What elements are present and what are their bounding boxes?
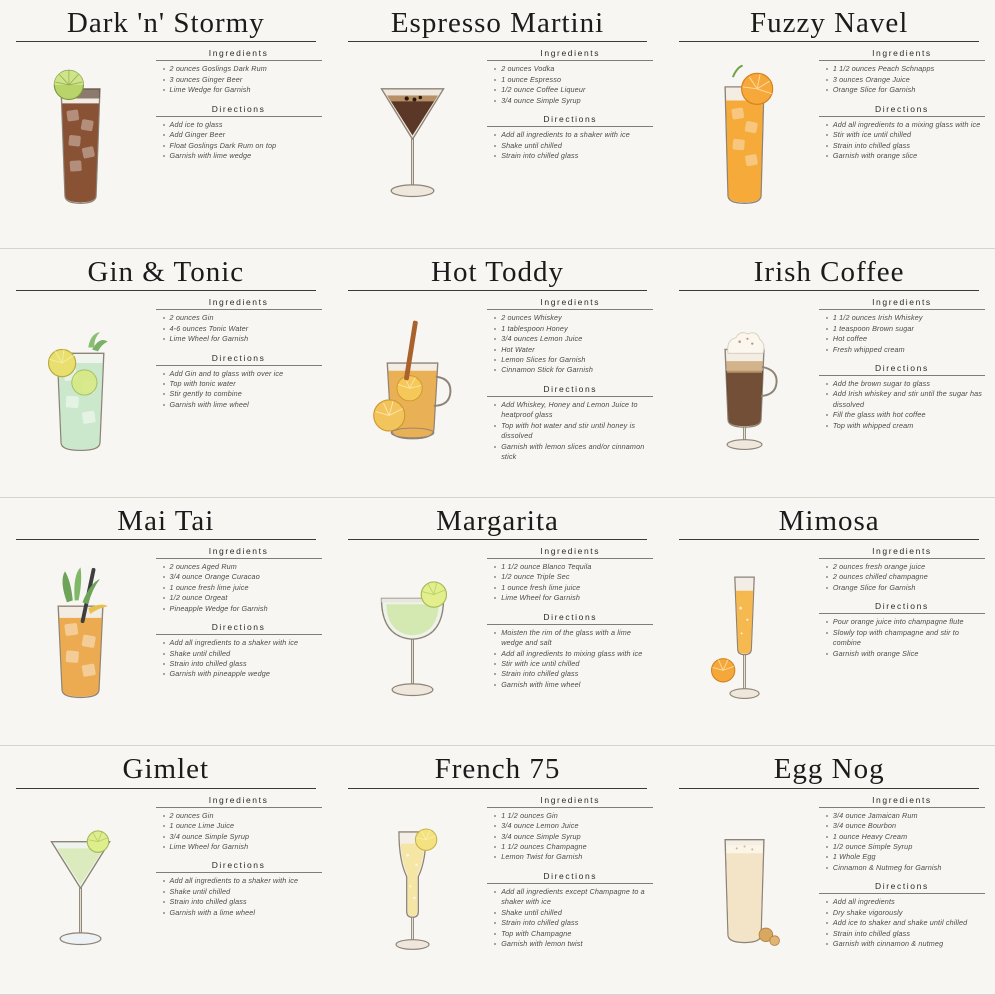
list-item: Garnish with orange slice (833, 151, 985, 161)
title-divider (679, 539, 979, 540)
directions-divider (487, 883, 653, 884)
directions-heading: Directions (875, 103, 929, 114)
list-item: 1 1/2 ounces Champagne (501, 842, 653, 852)
ingredients-heading: Ingredients (540, 48, 601, 59)
ingredient-list (819, 811, 985, 874)
ingredients-divider (156, 558, 322, 559)
ingredients-heading: Ingredients (540, 794, 601, 805)
directions-block (819, 363, 985, 431)
direction-list (156, 369, 322, 411)
ingredient-list (487, 562, 653, 604)
list-item: Garnish with orange Slice (833, 649, 985, 659)
list-item: Shake until chilled (170, 649, 322, 659)
direction-list (487, 400, 653, 463)
directions-divider (819, 613, 985, 614)
directions-block (156, 104, 322, 162)
title-divider (679, 788, 979, 789)
recipe-card (332, 746, 664, 995)
ingredients-divider (156, 807, 322, 808)
ingredients-block (156, 546, 322, 614)
card-body (673, 544, 985, 742)
list-item: Cinnamon & Nutmeg for Garnish (833, 863, 985, 873)
cocktail-illustration (10, 544, 152, 713)
cocktail-illustration (342, 544, 484, 713)
title-divider (348, 539, 648, 540)
list-item: Fill the glass with hot coffee (833, 410, 985, 420)
directions-heading: Directions (543, 383, 598, 394)
card-body (673, 295, 985, 493)
cocktail-illustration (342, 46, 484, 215)
direction-list (487, 887, 653, 950)
directions-divider (819, 375, 985, 376)
recipe-title: Espresso Martini (390, 7, 605, 39)
list-item: Add Gin and to glass with over ice (170, 369, 322, 379)
list-item: Strain into chilled glass (833, 929, 985, 939)
title-divider (16, 290, 316, 291)
list-item: Strain into chilled glass (833, 141, 985, 151)
recipe-card (332, 0, 664, 249)
list-item: 3/4 ounce Simple Syrup (501, 832, 653, 842)
ingredients-block (819, 546, 985, 593)
list-item: Moisten the rim of the glass with a lime wedge and salt (501, 628, 653, 649)
list-item: 1 tablespoon Honey (501, 324, 653, 334)
directions-block (156, 622, 322, 680)
ingredients-divider (487, 60, 653, 61)
list-item: Orange Slice for Garnish (833, 85, 985, 95)
direction-list (819, 617, 985, 659)
ingredients-block (819, 48, 985, 95)
recipe-text (156, 793, 322, 925)
ingredients-divider (487, 558, 653, 559)
title-divider (16, 41, 316, 42)
list-item: 1 ounce fresh lime juice (501, 583, 653, 593)
directions-block (487, 114, 653, 161)
list-item: Add all ingredients to mixing glass with ice (501, 649, 653, 659)
recipe-text (156, 295, 322, 416)
card-body (10, 295, 322, 493)
recipe-card (0, 746, 332, 995)
list-item: Top with whipped cream (833, 421, 985, 431)
list-item: Add all ingredients to a shaker with ice (501, 130, 653, 140)
list-item: Strain into chilled glass (170, 897, 322, 907)
recipe-title: Gin & Tonic (87, 255, 245, 288)
list-item: Garnish with cinnamon & nutmeg (833, 939, 985, 949)
direction-list (819, 379, 985, 431)
directions-heading: Directions (211, 103, 266, 114)
direction-list (487, 130, 653, 161)
directions-divider (156, 116, 322, 117)
card-body (342, 46, 654, 244)
ingredient-list (487, 313, 653, 376)
directions-block (156, 353, 322, 411)
ingredients-block (487, 546, 653, 604)
direction-list (156, 638, 322, 680)
ingredients-heading: Ingredients (540, 297, 601, 308)
list-item: Garnish with a lime wheel (170, 908, 322, 918)
title-divider (348, 788, 648, 789)
title-divider (16, 788, 316, 789)
recipe-title: Mimosa (778, 504, 880, 537)
list-item: Shake until chilled (170, 887, 322, 897)
cocktail-illustration (10, 46, 152, 215)
list-item: 3/4 ounce Lemon Juice (501, 821, 653, 831)
list-item: Strain into chilled glass (501, 918, 653, 928)
directions-divider (156, 634, 322, 635)
list-item: 3 ounces Ginger Beer (170, 75, 322, 85)
cocktail-illustration (342, 793, 484, 962)
directions-block (487, 871, 653, 950)
list-item: Hot Water (501, 345, 653, 355)
card-body (673, 46, 985, 244)
recipe-title: Margarita (436, 504, 559, 537)
ingredient-list (819, 64, 985, 95)
list-item: Shake until chilled (501, 141, 653, 151)
list-item: Stir with ice until chilled (501, 659, 653, 669)
ingredients-divider (156, 60, 322, 61)
list-item: 3/4 ounce Jamaican Rum (833, 811, 985, 821)
list-item: 2 ounces Gin (170, 313, 322, 323)
list-item: 2 ounces Gin (170, 811, 322, 821)
recipe-card (0, 249, 332, 498)
list-item: 1/2 ounce Simple Syrup (833, 842, 985, 852)
recipe-card (663, 498, 995, 747)
list-item: 1/2 ounce Coffee Liqueur (501, 85, 653, 95)
ingredient-list (819, 562, 985, 593)
ingredients-block (156, 48, 322, 95)
recipe-card (663, 746, 995, 995)
list-item: 3 ounces Orange Juice (833, 75, 985, 85)
list-item: 3/4 ounces Lemon Juice (501, 334, 653, 344)
ingredient-list (819, 313, 985, 355)
list-item: 3/4 ounce Simple Syrup (501, 96, 653, 106)
recipe-card (663, 249, 995, 498)
ingredients-divider (487, 309, 653, 310)
list-item: 3/4 ounce Orange Curacao (170, 572, 322, 582)
card-body (342, 295, 654, 493)
recipe-text (487, 46, 653, 167)
recipe-card (332, 249, 664, 498)
directions-heading: Directions (543, 114, 598, 125)
list-item: Stir with ice until chilled (833, 130, 985, 140)
title-divider (16, 539, 316, 540)
directions-block (819, 881, 985, 949)
directions-divider (487, 126, 653, 127)
direction-list (156, 876, 322, 918)
list-item: 2 ounces Aged Rum (170, 562, 322, 572)
list-item: Add the brown sugar to glass (833, 379, 985, 389)
recipe-text (156, 46, 322, 167)
list-item: Pour orange juice into champagne flute (833, 617, 985, 627)
list-item: Top with tonic water (170, 379, 322, 389)
recipe-title: Egg Nog (773, 753, 885, 786)
ingredient-list (156, 562, 322, 614)
ingredients-block (819, 795, 985, 874)
list-item: 1 1/2 ounces Gin (501, 811, 653, 821)
list-item: 2 ounces Goslings Dark Rum (170, 64, 322, 74)
list-item: Lime Wheel for Garnish (170, 842, 322, 852)
list-item: Add Whiskey, Honey and Lemon Juice to heatproof glass (501, 400, 653, 421)
cocktail-illustration (10, 295, 152, 464)
direction-list (156, 120, 322, 162)
ingredients-heading: Ingredients (208, 794, 269, 805)
list-item: 2 ounces Whiskey (501, 313, 653, 323)
list-item: Dry shake vigorously (833, 908, 985, 918)
direction-list (819, 120, 985, 162)
directions-divider (156, 872, 322, 873)
ingredients-divider (819, 60, 985, 61)
recipe-text (487, 544, 653, 696)
list-item: Garnish with lime wheel (501, 680, 653, 690)
directions-divider (156, 365, 322, 366)
directions-block (819, 104, 985, 162)
list-item: 2 ounces chilled champagne (833, 572, 985, 582)
directions-heading: Directions (211, 622, 266, 633)
list-item: Garnish with lemon slices and/or cinnamon stick (501, 442, 653, 463)
list-item: Lime Wheel for Garnish (501, 593, 653, 603)
title-divider (679, 41, 979, 42)
list-item: Add all ingredients (833, 897, 985, 907)
recipe-card (663, 0, 995, 249)
directions-heading: Directions (875, 881, 929, 892)
recipe-title: Gimlet (122, 753, 210, 786)
ingredients-divider (487, 807, 653, 808)
direction-list (819, 897, 985, 949)
ingredients-heading: Ingredients (872, 794, 932, 805)
directions-block (819, 601, 985, 659)
list-item: 3/4 ounce Bourbon (833, 821, 985, 831)
list-item: Top with Champagne (501, 929, 653, 939)
recipe-card (332, 498, 664, 747)
list-item: 1 ounce fresh lime juice (170, 583, 322, 593)
list-item: Lemon Slices for Garnish (501, 355, 653, 365)
recipe-title: Dark 'n' Stormy (66, 7, 265, 39)
recipe-title: Mai Tai (117, 504, 215, 537)
ingredients-heading: Ingredients (540, 545, 601, 556)
list-item: Add Ginger Beer (170, 130, 322, 140)
list-item: 1 ounce Espresso (501, 75, 653, 85)
list-item: 4-6 ounces Tonic Water (170, 324, 322, 334)
ingredient-list (156, 811, 322, 853)
ingredients-heading: Ingredients (872, 545, 932, 556)
list-item: Pineapple Wedge for Garnish (170, 604, 322, 614)
cocktail-illustration (10, 793, 152, 962)
recipe-card (0, 498, 332, 747)
cocktail-illustration (673, 46, 815, 215)
list-item: Slowly top with champagne and stir to combine (833, 628, 985, 649)
recipe-text (819, 46, 985, 167)
list-item: Add ice to shaker and shake until chilled (833, 918, 985, 928)
ingredients-block (487, 297, 653, 376)
list-item: 1 1/2 ounces Peach Schnapps (833, 64, 985, 74)
ingredients-block (156, 297, 322, 344)
list-item: Top with hot water and stir until honey is dissolved (501, 421, 653, 442)
list-item: 1 1/2 ounces Irish Whiskey (833, 313, 985, 323)
ingredients-heading: Ingredients (872, 48, 932, 59)
list-item: Add all ingredients except Champagne to a shaker with ice (501, 887, 653, 908)
ingredients-heading: Ingredients (208, 545, 269, 556)
recipe-text (819, 295, 985, 437)
directions-divider (819, 116, 985, 117)
list-item: Strain into chilled glass (170, 659, 322, 669)
cocktail-illustration (342, 295, 484, 464)
card-body (342, 793, 654, 991)
list-item: 1 teaspoon Brown sugar (833, 324, 985, 334)
recipe-title: Fuzzy Navel (749, 7, 909, 39)
list-item: Lime Wheel for Garnish (170, 334, 322, 344)
cocktail-illustration (673, 544, 815, 713)
list-item: Stir gently to combine (170, 389, 322, 399)
list-item: Strain into chilled glass (501, 669, 653, 679)
list-item: Garnish with lemon twist (501, 939, 653, 949)
ingredient-list (156, 313, 322, 344)
list-item: Add Irish whiskey and stir until the sugar has dissolved (833, 389, 985, 410)
directions-heading: Directions (875, 601, 929, 612)
recipe-title: Hot Toddy (431, 255, 564, 288)
list-item: Garnish with pineapple wedge (170, 669, 322, 679)
ingredients-block (487, 795, 653, 863)
recipe-text (487, 295, 653, 468)
list-item: Orange Slice for Garnish (833, 583, 985, 593)
ingredients-heading: Ingredients (872, 297, 932, 308)
list-item: Shake until chilled (501, 908, 653, 918)
list-item: Hot coffee (833, 334, 985, 344)
ingredients-divider (819, 558, 985, 559)
directions-heading: Directions (211, 860, 266, 871)
recipe-title: Irish Coffee (753, 255, 905, 288)
list-item: Garnish with lime wedge (170, 151, 322, 161)
list-item: Lemon Twist for Garnish (501, 852, 653, 862)
directions-heading: Directions (543, 611, 598, 622)
title-divider (348, 290, 648, 291)
title-divider (679, 290, 979, 291)
directions-block (487, 612, 653, 691)
list-item: Strain into chilled glass (501, 151, 653, 161)
directions-heading: Directions (875, 362, 929, 373)
ingredients-heading: Ingredients (208, 48, 269, 59)
list-item: Float Goslings Dark Rum on top (170, 141, 322, 151)
recipe-text (819, 544, 985, 665)
ingredients-block (156, 795, 322, 853)
directions-block (487, 384, 653, 463)
list-item: Cinnamon Stick for Garnish (501, 365, 653, 375)
list-item: 1/2 ounce Orgeat (170, 593, 322, 603)
list-item: 1 ounce Heavy Cream (833, 832, 985, 842)
card-body (673, 793, 985, 991)
list-item: 2 ounces Vodka (501, 64, 653, 74)
recipe-title: French 75 (434, 753, 561, 786)
list-item: Add ice to glass (170, 120, 322, 130)
list-item: 1 ounce Lime Juice (170, 821, 322, 831)
recipe-text (487, 793, 653, 956)
ingredient-list (487, 811, 653, 863)
card-body (342, 544, 654, 742)
directions-divider (819, 893, 985, 894)
list-item: Add all ingredients to a shaker with ice (170, 876, 322, 886)
list-item: Garnish with lime wheel (170, 400, 322, 410)
recipe-text (156, 544, 322, 686)
title-divider (348, 41, 648, 42)
directions-divider (487, 624, 653, 625)
list-item: 1 Whole Egg (833, 852, 985, 862)
list-item: Add all ingredients to a shaker with ice (170, 638, 322, 648)
list-item: Add all ingredients to a mixing glass with ice (833, 120, 985, 130)
list-item: 1 1/2 ounce Blanco Tequila (501, 562, 653, 572)
list-item: Fresh whipped cream (833, 345, 985, 355)
directions-block (156, 860, 322, 918)
recipe-card (0, 0, 332, 249)
cocktail-illustration (673, 295, 815, 464)
list-item: 2 ounces fresh orange juice (833, 562, 985, 572)
ingredients-divider (819, 807, 985, 808)
directions-heading: Directions (211, 352, 266, 363)
ingredients-block (819, 297, 985, 355)
directions-divider (487, 396, 653, 397)
card-body (10, 46, 322, 244)
card-body (10, 544, 322, 742)
direction-list (487, 628, 653, 691)
card-body (10, 793, 322, 991)
ingredients-block (487, 48, 653, 106)
directions-heading: Directions (543, 870, 598, 881)
ingredients-heading: Ingredients (208, 297, 269, 308)
ingredients-divider (156, 309, 322, 310)
ingredients-divider (819, 309, 985, 310)
list-item: 3/4 ounce Simple Syrup (170, 832, 322, 842)
cocktail-illustration (673, 793, 815, 962)
list-item: Lime Wedge for Garnish (170, 85, 322, 95)
ingredient-list (487, 64, 653, 106)
list-item: 1/2 ounce Triple Sec (501, 572, 653, 582)
ingredient-list (156, 64, 322, 95)
recipe-text (819, 793, 985, 956)
